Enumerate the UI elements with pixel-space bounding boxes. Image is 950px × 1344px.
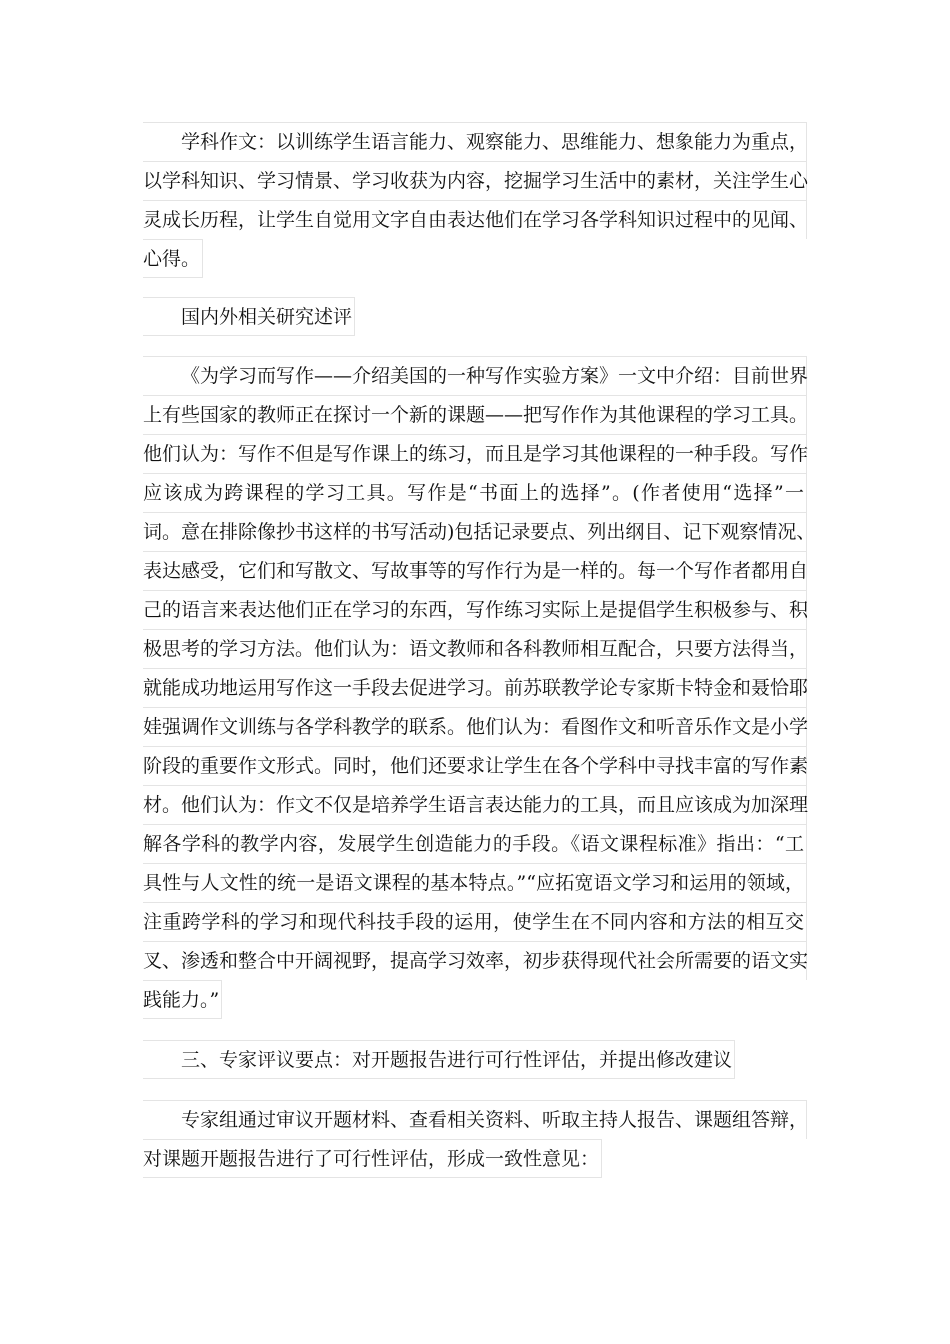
- text-line: 心得。: [143, 239, 203, 278]
- text-line: 他们认为：写作不但是写作课上的练习，而且是学习其他课程的一种手段。写作: [143, 434, 807, 473]
- text-line: 具性与人文性的统一是语文课程的基本特点。”“应拓宽语文学习和运用的领域，: [143, 863, 807, 902]
- heading-text: 国内外相关研究述评: [143, 297, 355, 336]
- heading-text: 三、专家评议要点：对开题报告进行可行性评估，并提出修改建议: [143, 1040, 735, 1079]
- text-line: 学科作文：以训练学生语言能力、观察能力、思维能力、想象能力为重点，: [143, 122, 807, 161]
- text-line: 注重跨学科的学习和现代科技手段的运用，使学生在不同内容和方法的相互交: [143, 902, 807, 941]
- text-line: 专家组通过审议开题材料、查看相关资料、听取主持人报告、课题组答辩，: [143, 1100, 807, 1139]
- text-line: 解各学科的教学内容，发展学生创造能力的手段。《语文课程标准》指出：“工: [143, 824, 807, 863]
- text-line: 表达感受，它们和写散文、写故事等的写作行为是一样的。每一个写作者都用自: [143, 551, 807, 590]
- paragraph-expert-opinion: [143, 1100, 807, 1178]
- text-line: 对课题开题报告进行了可行性评估，形成一致性意见：: [143, 1139, 602, 1178]
- text-line: 上有些国家的教师正在探讨一个新的课题——把写作作为其他课程的学习工具。: [143, 395, 807, 434]
- text-line: 《为学习而写作——介绍美国的一种写作实验方案》一文中介绍：目前世界: [143, 356, 807, 395]
- text-line: 极思考的学习方法。他们认为：语文教师和各科教师相互配合，只要方法得当，: [143, 629, 807, 668]
- text-line: 应该成为跨课程的学习工具。写作是“书面上的选择”。(作者使用“选择”一: [143, 473, 807, 512]
- text-line: 叉、渗透和整合中开阔视野，提高学习效率，初步获得现代社会所需要的语文实: [143, 941, 807, 980]
- text-line: 践能力。”: [143, 980, 222, 1019]
- section-heading-research-review: [143, 297, 355, 336]
- section-heading-expert-review: [143, 1040, 735, 1079]
- text-line: 词。意在排除像抄书这样的书写活动)包括记录要点、列出纲目、记下观察情况、: [143, 512, 807, 551]
- text-line: 以学科知识、学习情景、学习收获为内容，挖掘学习生活中的素材，关注学生心: [143, 161, 807, 200]
- paragraph-subject-composition: [143, 122, 807, 278]
- text-line: 娃强调作文训练与各学科教学的联系。他们认为：看图作文和听音乐作文是小学: [143, 707, 807, 746]
- text-line: 己的语言来表达他们正在学习的东西，写作练习实际上是提倡学生积极参与、积: [143, 590, 807, 629]
- text-line: 就能成功地运用写作这一手段去促进学习。前苏联教学论专家斯卡特金和聂恰耶: [143, 668, 807, 707]
- text-line: 阶段的重要作文形式。同时，他们还要求让学生在各个学科中寻找丰富的写作素: [143, 746, 807, 785]
- text-line: 材。他们认为：作文不仅是培养学生语言表达能力的工具，而且应该成为加深理: [143, 785, 807, 824]
- text-line: 灵成长历程，让学生自觉用文字自由表达他们在学习各学科知识过程中的见闻、: [143, 200, 807, 239]
- paragraph-research-review: [143, 356, 816, 1019]
